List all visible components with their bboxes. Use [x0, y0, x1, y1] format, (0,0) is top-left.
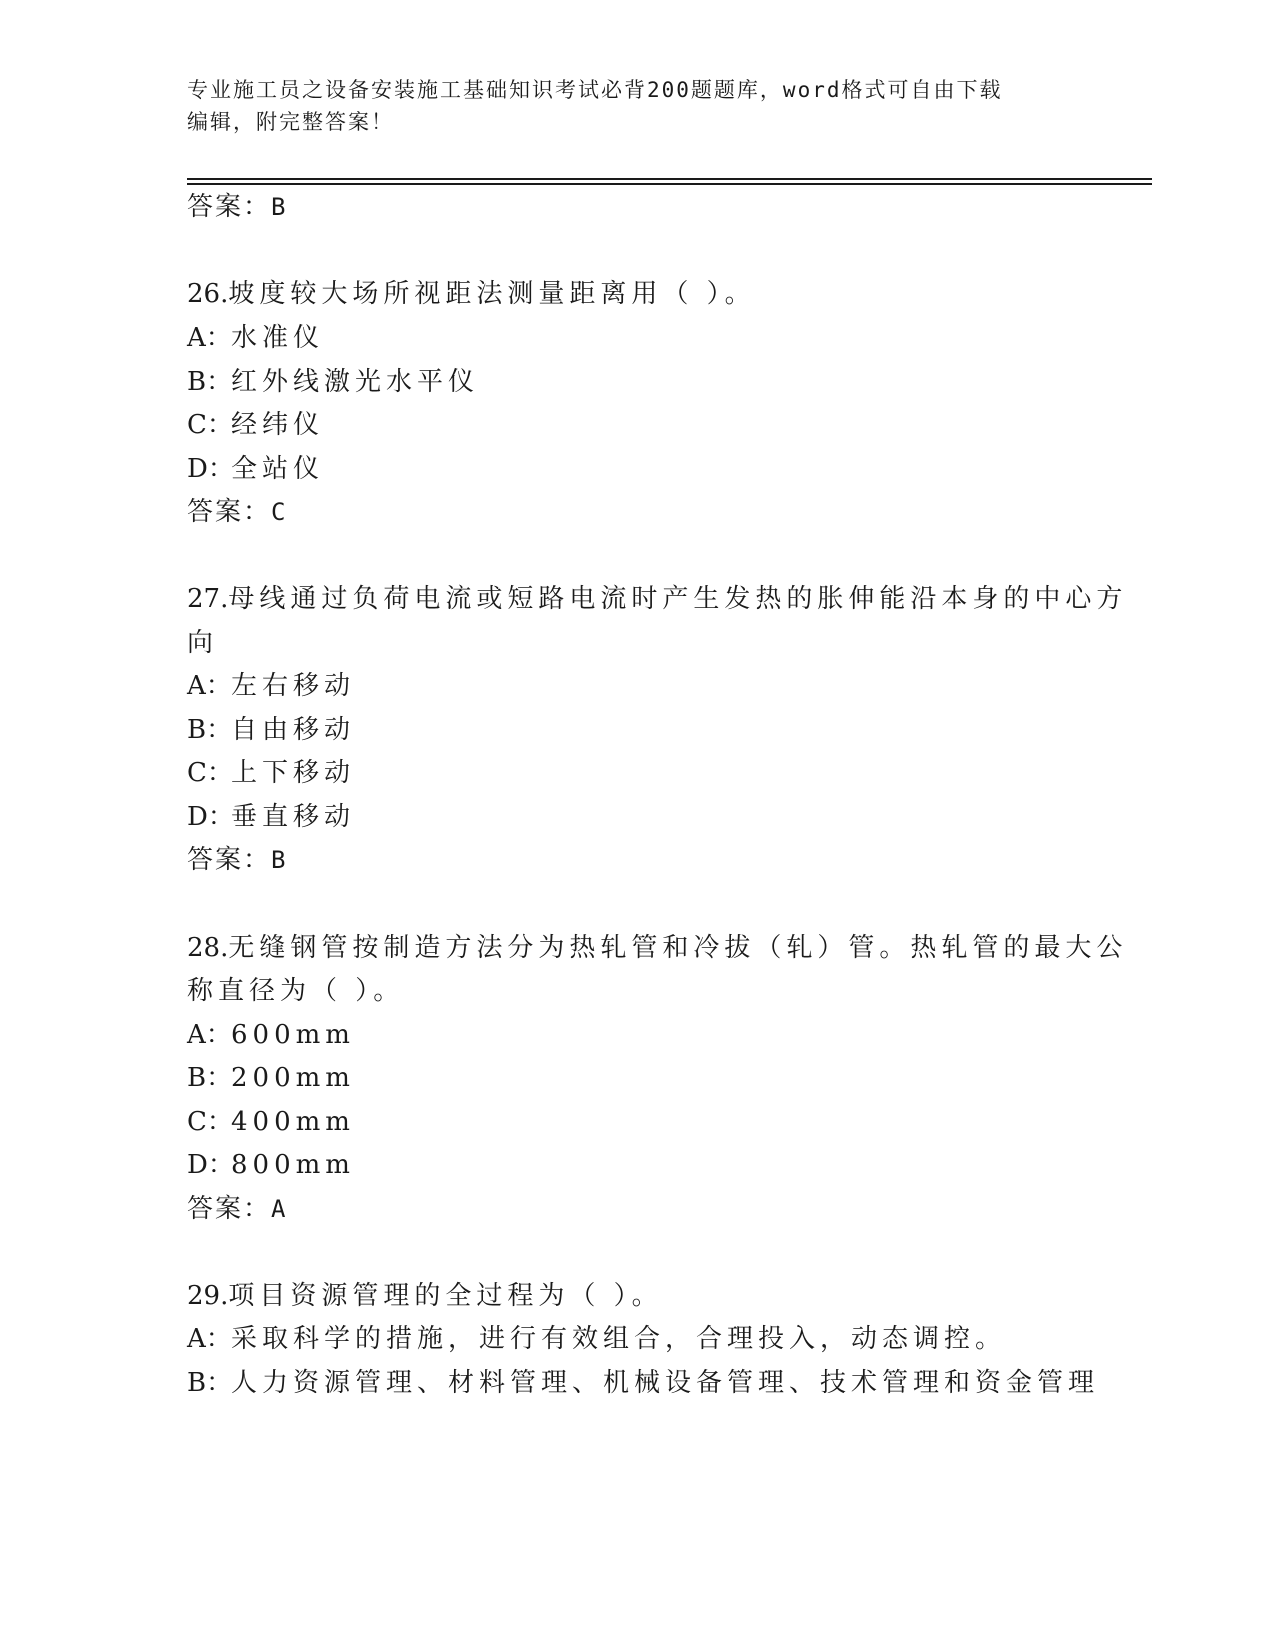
question-27-option-d [187, 800, 355, 834]
option-text: 800mm [231, 1150, 355, 1180]
question-26-answer [187, 495, 287, 529]
option-key: C： [187, 410, 233, 440]
option-key: D： [187, 1150, 234, 1180]
question-27-option-b [187, 713, 355, 747]
question-28-option-a [187, 1018, 355, 1052]
question-28-stem [187, 931, 1127, 965]
option-text: 垂直移动 [231, 802, 356, 832]
question-number: 28. [187, 933, 229, 963]
question-text: 称直径为（ ）。 [187, 976, 405, 1006]
header-line-1: 专业施工员之设备安装施工基础知识考试必背200题题库，word格式可自由下载 [187, 78, 1003, 102]
question-number: 27. [187, 584, 229, 614]
header-rule-bottom [187, 183, 1152, 185]
option-text: 左右移动 [231, 671, 356, 701]
answer-value: C [271, 498, 288, 526]
question-text: 坡度较大场所视距法测量距离用（ ）。 [228, 279, 756, 309]
question-29-stem [187, 1279, 663, 1313]
question-number: 26. [187, 279, 229, 309]
question-26-option-d [187, 452, 324, 486]
option-text: 人力资源管理、材料管理、机械设备管理、技术管理和资金管理 [231, 1368, 1100, 1398]
question-27-option-a [187, 669, 355, 703]
answer-label: 答案： [187, 845, 272, 875]
document-header [187, 74, 1087, 138]
question-28-stem-continued [187, 974, 404, 1008]
question-28-answer [187, 1192, 287, 1226]
answer-value: B [271, 846, 288, 874]
answer-line-prev [187, 190, 287, 224]
option-key: B： [187, 367, 233, 397]
question-28-option-b [187, 1061, 355, 1095]
option-text: 水准仪 [231, 323, 325, 353]
option-key: A： [187, 1020, 232, 1050]
answer-value: B [271, 193, 288, 221]
option-key: B： [187, 1063, 233, 1093]
answer-value: A [271, 1195, 288, 1223]
option-key: C： [187, 758, 233, 788]
answer-label: 答案： [187, 497, 272, 527]
option-text: 400mm [231, 1107, 355, 1137]
answer-label: 答案： [187, 192, 272, 222]
header-rule-top [187, 178, 1152, 180]
question-26-stem [187, 277, 756, 311]
question-text: 母线通过负荷电流或短路电流时产生发热的胀伸能沿本身的中心方 [228, 584, 1128, 614]
question-26-option-c [187, 408, 324, 442]
option-key: D： [187, 802, 234, 832]
option-key: A： [187, 671, 232, 701]
option-text: 600mm [231, 1020, 355, 1050]
question-text: 无缝钢管按制造方法分为热轧管和冷拔（轧）管。热轧管的最大公 [228, 933, 1128, 963]
question-number: 29. [187, 1281, 229, 1311]
option-key: D： [187, 454, 234, 484]
option-key: A： [187, 1324, 232, 1354]
option-text: 自由移动 [231, 715, 356, 745]
question-27-stem-continued [187, 626, 218, 660]
option-text: 上下移动 [231, 758, 356, 788]
option-text: 全站仪 [231, 454, 325, 484]
option-text: 200mm [231, 1063, 355, 1093]
question-27-stem [187, 582, 1127, 616]
question-29-option-a [187, 1322, 1006, 1356]
question-26-option-b [187, 365, 479, 399]
option-key: A： [187, 323, 232, 353]
question-27-option-c [187, 756, 355, 790]
question-27-answer [187, 843, 287, 877]
option-text: 采取科学的措施，进行有效组合，合理投入，动态调控。 [231, 1324, 1007, 1354]
answer-label: 答案： [187, 1194, 272, 1224]
question-text: 项目资源管理的全过程为（ ）。 [228, 1281, 663, 1311]
option-text: 红外线激光水平仪 [231, 367, 480, 397]
header-line-2: 编辑，附完整答案！ [187, 110, 394, 134]
option-key: B： [187, 1368, 233, 1398]
question-28-option-c [187, 1105, 355, 1139]
question-26-option-a [187, 321, 324, 355]
question-text: 向 [187, 628, 219, 658]
option-key: B： [187, 715, 233, 745]
option-text: 经纬仪 [231, 410, 325, 440]
question-28-option-d [187, 1148, 355, 1182]
question-29-option-b [187, 1366, 1099, 1400]
option-key: C： [187, 1107, 233, 1137]
